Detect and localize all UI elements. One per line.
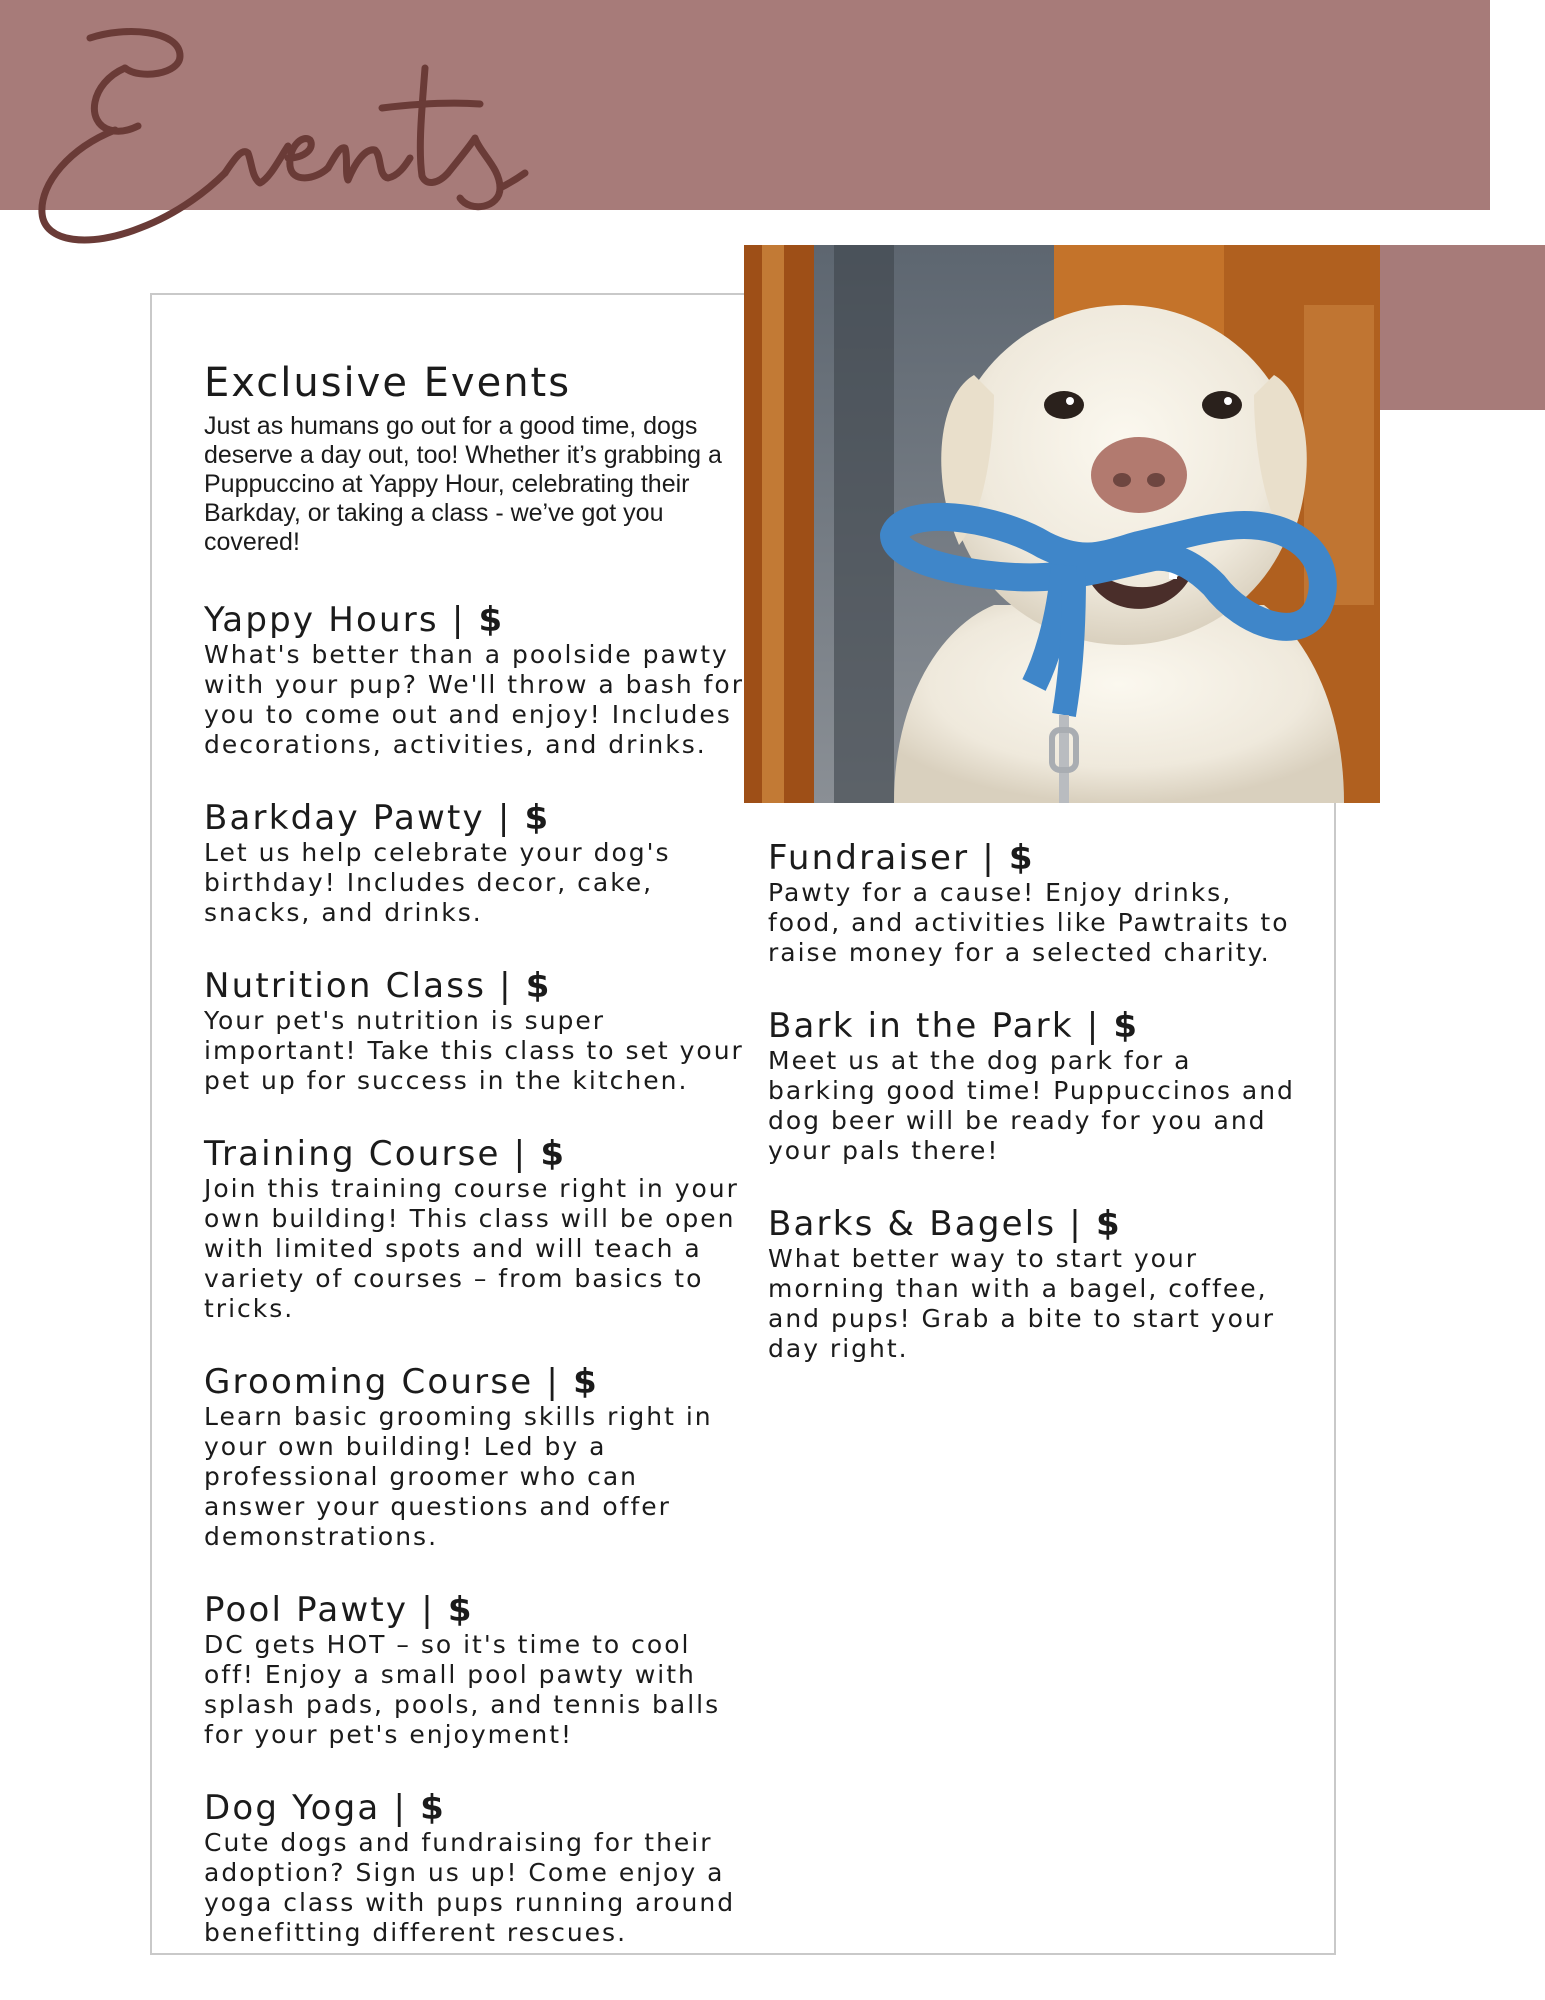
event-separator: | xyxy=(533,1362,574,1402)
event-item xyxy=(768,1006,1308,1166)
event-separator: | xyxy=(484,798,525,838)
event-price: $ xyxy=(525,966,552,1006)
event-description: Meet us at the dog park for a barking good time! Puppuccinos and dog beer will be ready for you and your pals there! xyxy=(768,1046,1295,1165)
event-name: Training Course xyxy=(204,1134,501,1174)
event-description: DC gets HOT – so it's time to cool off! Enjoy a small pool pawty with splash pads, pools, and tennis balls for your pet's enjoyment! xyxy=(204,1630,721,1749)
event-price: $ xyxy=(1008,838,1035,878)
event-description: Learn basic grooming skills right in your own building! Led by a professional groomer who can answer your questions and offer demonstrations. xyxy=(204,1402,713,1551)
event-item xyxy=(204,1788,744,1948)
event-description: What better way to start your morning than with a bagel, coffee, and pups! Grab a bite to start your day right. xyxy=(768,1244,1275,1363)
event-name: Barks & Bagels xyxy=(768,1204,1057,1244)
event-name: Pool Pawty xyxy=(204,1590,409,1630)
event-item xyxy=(204,798,744,928)
event-title xyxy=(204,1788,744,1828)
event-title xyxy=(768,1204,1308,1244)
event-title xyxy=(204,798,744,838)
right-events-list xyxy=(768,838,1308,1364)
event-name: Nutrition Class xyxy=(204,966,487,1006)
event-item xyxy=(204,1362,744,1552)
event-price: $ xyxy=(573,1362,599,1402)
dog-with-leash-image xyxy=(744,245,1380,803)
event-price: $ xyxy=(447,1590,474,1630)
left-column xyxy=(204,360,744,1986)
event-price: $ xyxy=(1095,1204,1122,1244)
event-title xyxy=(768,1006,1308,1046)
event-item xyxy=(204,600,744,760)
event-description: Pawty for a cause! Enjoy drinks, food, and activities like Pawtraits to raise money for a selected charity. xyxy=(768,878,1290,967)
event-name: Dog Yoga xyxy=(204,1788,381,1828)
event-item xyxy=(768,1204,1308,1364)
event-description: Let us help celebrate your dog's birthday! Includes decor, cake, snacks, and drinks. xyxy=(204,838,671,927)
event-title xyxy=(204,1362,744,1402)
event-description: Your pet's nutrition is super important! Take this class to set your pet up for success in the kitchen. xyxy=(204,1006,744,1095)
event-separator: | xyxy=(408,1590,448,1630)
event-price: $ xyxy=(1113,1006,1140,1046)
event-description: Join this training course right in your own building! This class will be open with limited spots and will teach a variety of courses – from basics to tricks. xyxy=(204,1174,739,1323)
event-title xyxy=(204,1134,744,1174)
right-column xyxy=(768,838,1308,1402)
event-name: Barkday Pawty xyxy=(204,798,485,838)
event-title xyxy=(204,1590,744,1630)
event-description: Cute dogs and fundraising for their adoption? Sign us up! Come enjoy a yoga class with pups running around benefitting different rescues. xyxy=(204,1828,736,1947)
event-separator: | xyxy=(500,1134,541,1174)
event-separator: | xyxy=(969,838,1009,878)
event-item xyxy=(768,838,1308,968)
event-name: Yappy Hours xyxy=(204,600,439,640)
event-separator: | xyxy=(486,966,526,1006)
event-title xyxy=(204,600,744,640)
event-title xyxy=(204,966,744,1006)
event-item xyxy=(204,1134,744,1324)
events-title-text: Events xyxy=(30,8,34,9)
event-price: $ xyxy=(420,1788,446,1828)
event-separator: | xyxy=(438,600,479,640)
event-separator: | xyxy=(1073,1006,1114,1046)
event-separator: | xyxy=(380,1788,421,1828)
event-name: Fundraiser xyxy=(768,838,970,878)
events-script-title xyxy=(30,8,550,258)
event-name: Bark in the Park xyxy=(768,1006,1074,1046)
event-separator: | xyxy=(1056,1204,1096,1244)
event-name: Grooming Course xyxy=(204,1362,534,1402)
left-events-list xyxy=(204,600,744,1948)
event-description: What's better than a poolside pawty with your pup? We'll throw a bash for you to come out and enjoy! Includes decorations, activities, and drinks. xyxy=(204,640,745,759)
intro-title: Exclusive Events xyxy=(204,360,572,406)
event-price: $ xyxy=(524,798,551,838)
dog-photo xyxy=(744,245,1380,803)
event-price: $ xyxy=(540,1134,567,1174)
event-item xyxy=(204,966,744,1096)
event-title xyxy=(768,838,1308,878)
accent-block xyxy=(1380,245,1545,410)
intro-text: Just as humans go out for a good time, dogs deserve a day out, too! Whether it’s grabbing a Puppuccino at Yappy Hour, celebrating their Barkday, or taking a class - we’ve got you covered! xyxy=(204,412,722,556)
event-item xyxy=(204,1590,744,1750)
event-price: $ xyxy=(478,600,505,640)
